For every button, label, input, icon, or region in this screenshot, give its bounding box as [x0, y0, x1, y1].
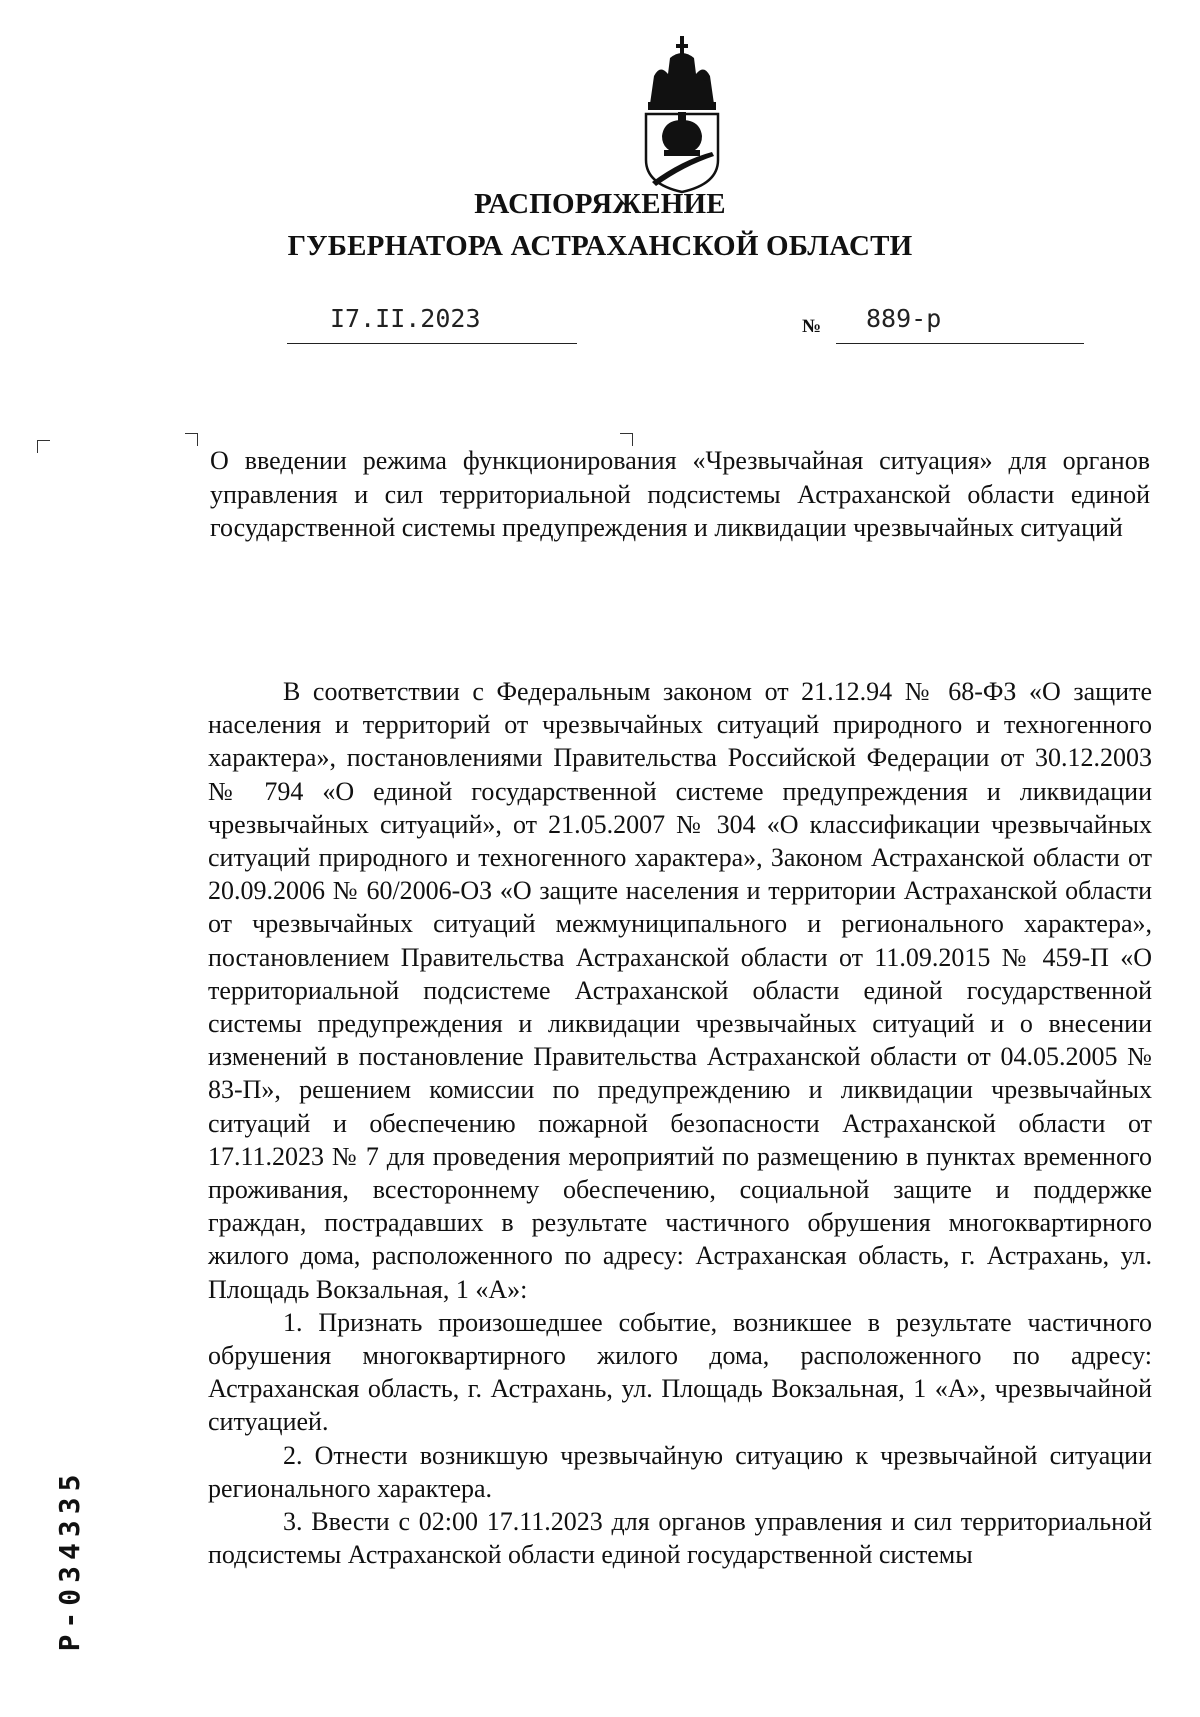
serial-stamp: Р-034335	[52, 1468, 86, 1652]
clause-paragraph: 2. Отнести возникшую чрезвычайную ситуацию к чрезвычайной ситуации регионального характера.	[208, 1440, 1152, 1503]
document-number: 889-р	[866, 304, 942, 333]
document-date: I7.II.2023	[330, 304, 481, 333]
coat-of-arms-icon	[640, 34, 724, 194]
number-sign: №	[802, 316, 822, 337]
issuer-title: ГУБЕРНАТОРА АСТРАХАНСКОЙ ОБЛАСТИ	[287, 230, 913, 262]
number-underline	[836, 343, 1084, 344]
document-type-title: РАСПОРЯЖЕНИЕ	[474, 188, 726, 220]
date-underline	[287, 343, 577, 344]
document-body	[208, 675, 1152, 1571]
document-subject: О введении режима функционирования «Чрезвычайная ситуация» для органов управления и сил территориальной подсистемы Астраханской области единой государственной системы предупреждения и ликвидации чрезвычайных ситуаций	[210, 446, 1150, 542]
subject-corner-mark-left	[185, 433, 198, 446]
clause-paragraph: 1. Признать произошедшее событие, возникшее в результате частичного обрушения многоквартирного жилого дома, расположенного по адресу: Астраханская область, г. Астрахань, ул. Площадь Вокзальная, 1 «А», чрезвычайной ситуацией.	[208, 1307, 1152, 1437]
preamble-paragraph: В соответствии с Федеральным законом от 21.12.94 № 68-ФЗ «О защите населения и территорий от чрезвычайных ситуаций природного и техногенного характера», постановлениями Правительства Российской Федерации от 30.12.2003 № 794 «О единой государственной системе предупреждения и ликвидации чрезвычайных ситуаций», от 21.05.2007 № 304 «О классификации чрезвычайных ситуаций природного и техногенного характера», Законом Астраханской области от 20.09.2006 № 60/2006-ОЗ «О защите населения и территории Астраханской области от чрезвычайных ситуаций межмуниципального и регионального характера», постановлением Правительства Астраханской области от 11.09.2015 № 459-П «О территориальной подсистеме Астраханской области единой государственной системы предупреждения и ликвидации чрезвычайных ситуаций и о внесении изменений в постановление Правительства Астраханской области от 04.05.2005 № 83-П», решением комиссии по предупреждению и ликвидации чрезвычайных ситуаций и обеспечению пожарной безопасности Астраханской области от 17.11.2023 № 7 для проведения мероприятий по размещению в пунктах временного проживания, всестороннему обеспечению, социальной защите и поддержке граждан, пострадавших в результате частичного обрушения многоквартирного жилого дома, расположенного по адресу: Астраханская область, г. Астрахань, ул. Площадь Вокзальная, 1 «А»:	[208, 677, 1152, 1304]
margin-corner-mark	[37, 440, 50, 453]
clause-paragraph: 3. Ввести с 02:00 17.11.2023 для органов управления и сил территориальной подсистемы Астраханской области единой государственной системы	[208, 1507, 1152, 1570]
